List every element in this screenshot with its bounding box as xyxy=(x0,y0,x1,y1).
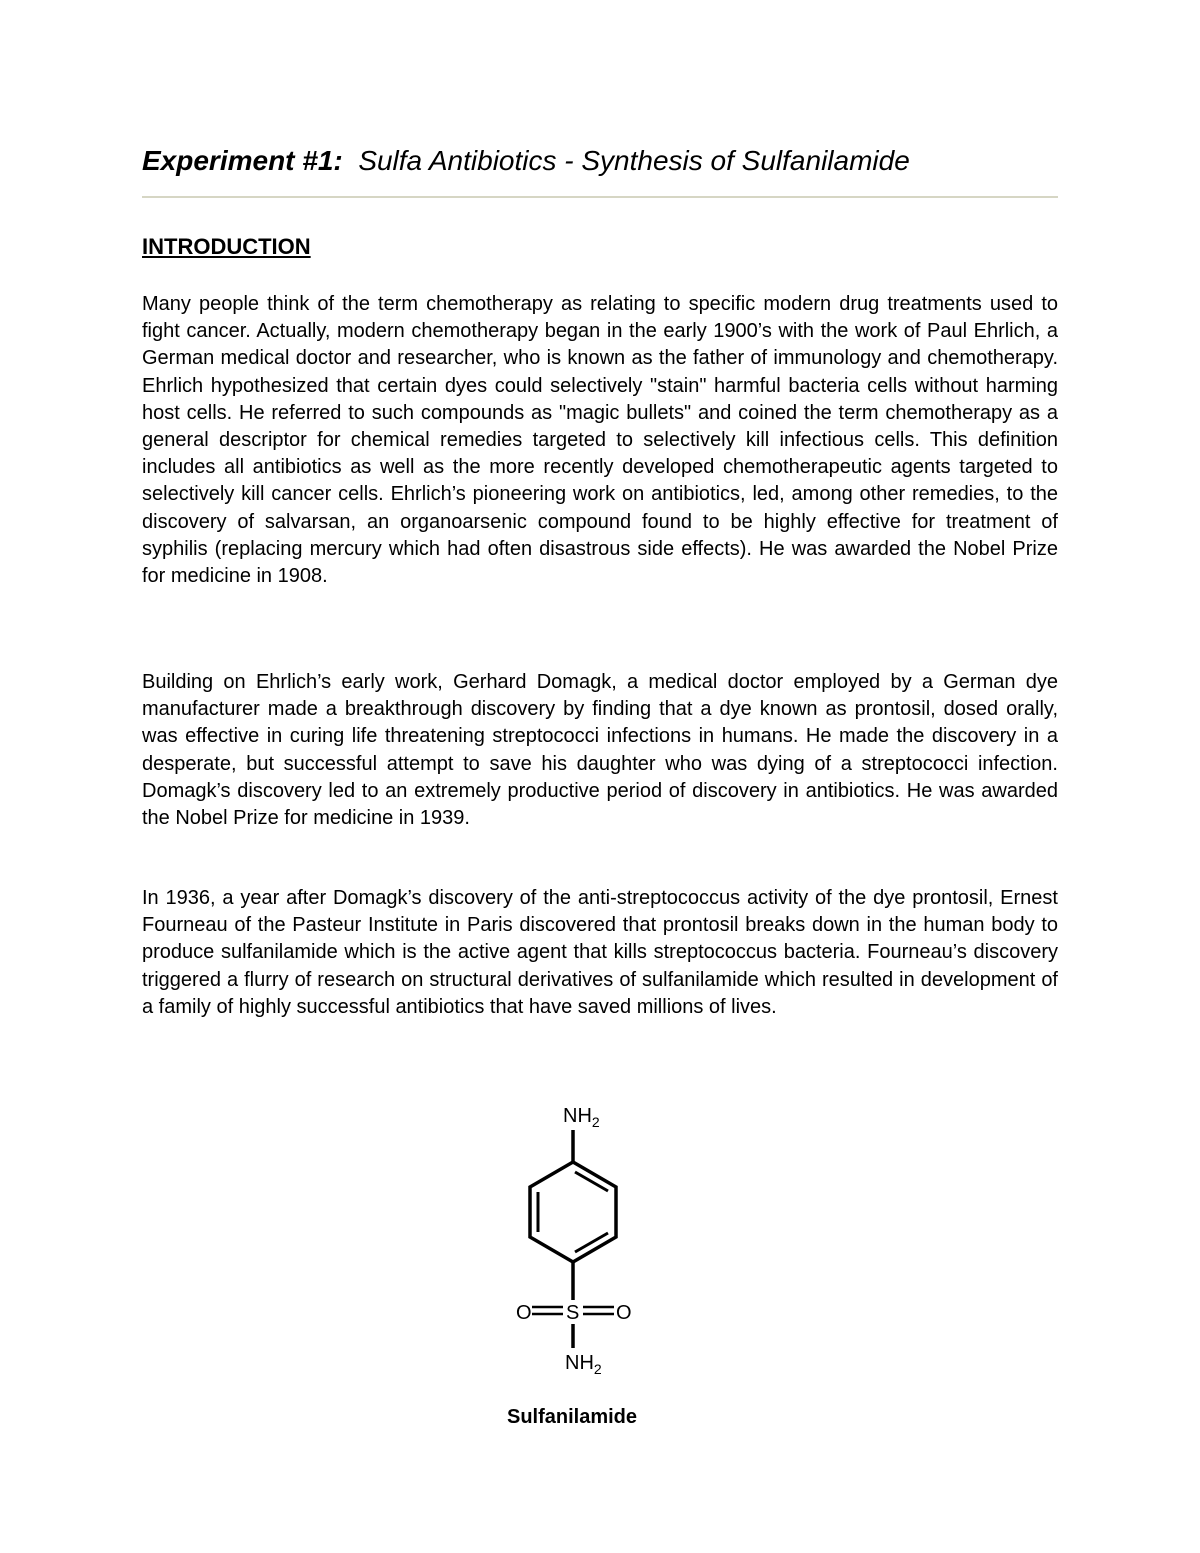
section-heading: INTRODUCTION xyxy=(142,234,311,259)
sulfur-label: S xyxy=(566,1302,580,1324)
paragraph-3: In 1936, a year after Domagk’s discovery of the anti-streptococcus activity of the dye prontosil, Ernest Fourneau of the Pasteur Institute in Paris discovered that prontosil breaks down in the human body to produce sulfanilamide which is the active agent that kills streptococcus bacteria. Fourneau’s discovery triggered a flurry of research on structural derivatives of sulfanilamide which resulted in development of a family of highly successful antibiotics that have saved millions of lives. xyxy=(142,887,1058,1018)
title-lead: Experiment #1: xyxy=(142,145,343,176)
ring-double-bond-3 xyxy=(575,1233,608,1252)
title-rest: Sulfa Antibiotics - Synthesis of Sulfanilamide xyxy=(358,145,910,176)
bottom-amine-nh: NH xyxy=(565,1352,594,1374)
top-amine-nh: NH xyxy=(563,1105,592,1127)
sulfanilamide-structure xyxy=(490,1092,660,1392)
paragraph-2: Building on Ehrlich’s early work, Gerhard Domagk, a medical doctor employed by a German dye manufacturer made a breakthrough discovery by finding that a dye known as prontosil, dosed orally, was effective in curing life threatening streptococci infections in humans. He made the discovery in a desperate, but successful attempt to save his daughter who was dying of a streptococci infection. Domagk’s discovery led to an extremely productive period of discovery in antibiotics. He was awarded the Nobel Prize for medicine in 1939. xyxy=(142,671,1058,830)
structure-caption: Sulfanilamide xyxy=(506,1406,638,1428)
bottom-amine-label xyxy=(565,1352,602,1377)
document-title xyxy=(142,141,1062,181)
benzene-ring xyxy=(530,1162,616,1262)
title-divider xyxy=(142,196,1058,198)
top-amine-label xyxy=(563,1105,600,1130)
paragraph-1: Many people think of the term chemotherapy as relating to specific modern drug treatments used to fight cancer. Actually, modern chemotherapy began in the early 1900’s with the work of Paul Ehrlich, a German medical doctor and researcher, who is known as the father of immunology and chemotherapy. Ehrlich hypothesized that certain dyes could selectively "stain" harmful bacteria cells without harming host cells. He referred to such compounds as "magic bullets" and coined the term chemotherapy as a general descriptor for chemical remedies targeted to selectively kill infectious cells. This definition includes all antibiotics as well as the more recently developed chemotherapeutic agents targeted to selectively kill cancer cells. Ehrlich’s pioneering work on antibiotics, led, among other remedies, to the discovery of salvarsan, an organoarsenic compound found to be highly effective for treatment of syphilis (replacing mercury which had often disastrous side effects). He was awarded the Nobel Prize for medicine in 1908. xyxy=(142,293,1058,588)
bottom-amine-subscript: 2 xyxy=(593,1361,602,1377)
ring-double-bond-1 xyxy=(575,1172,608,1191)
oxygen-right-label: O xyxy=(616,1302,632,1324)
top-amine-subscript: 2 xyxy=(591,1114,600,1130)
oxygen-left-label: O xyxy=(516,1302,532,1324)
